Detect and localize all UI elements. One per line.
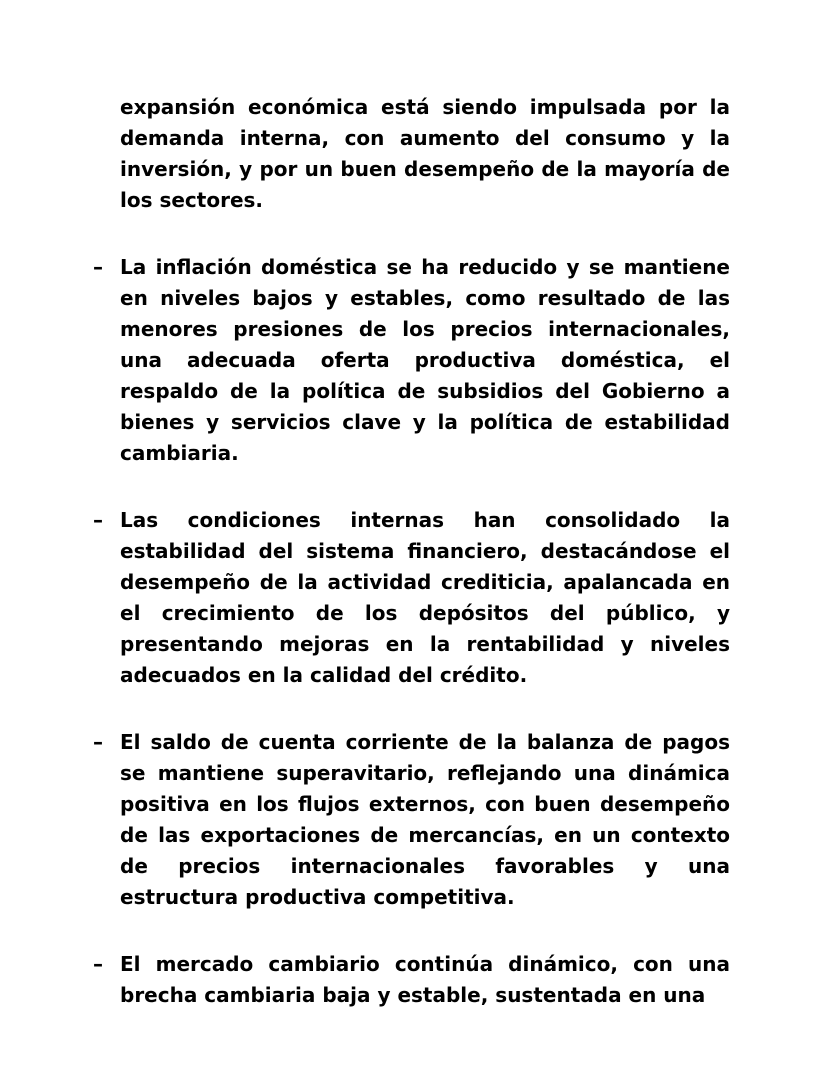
bullet-dash-icon: – — [93, 508, 103, 532]
bullet-dash-icon: – — [93, 952, 103, 976]
bullet-dash-icon: – — [93, 730, 103, 754]
bullet-item — [93, 505, 730, 691]
bullet-item — [93, 949, 730, 1011]
paragraph-text: Las condiciones internas han consolidado la estabilidad del sistema financiero, destacándose el desempeño de la actividad crediticia, apalancada en el crecimiento de los depósitos del público, y presentando mejoras en la rentabilidad y niveles adecuados en la calidad del crédito. — [120, 508, 730, 687]
paragraph-text: expansión económica está siendo impulsada por la demanda interna, con aumento del consumo y la inversión, y por un buen desempeño de la mayoría de los sectores. — [120, 95, 730, 212]
paragraph-text: El mercado cambiario continúa dinámico, con una brecha cambiaria baja y estable, sustentada en una — [120, 952, 730, 1007]
bullet-item — [93, 727, 730, 913]
bullet-item — [93, 252, 730, 469]
paragraph — [120, 92, 730, 216]
paragraph-text: La inflación doméstica se ha reducido y se mantiene en niveles bajos y estables, como resultado de las menores presiones de los precios internacionales, una adecuada oferta productiva doméstica, el respaldo de la política de subsidios del Gobierno a bienes y servicios clave y la política de estabilidad cambiaria. — [120, 255, 730, 465]
paragraph-text: El saldo de cuenta corriente de la balanza de pagos se mantiene superavitario, reflejando una dinámica positiva en los flujos externos, con buen desempeño de las exportaciones de mercancías, en un contexto de precios internacionales favorables y una estructura productiva competitiva. — [120, 730, 730, 909]
bullet-dash-icon: – — [93, 255, 103, 279]
